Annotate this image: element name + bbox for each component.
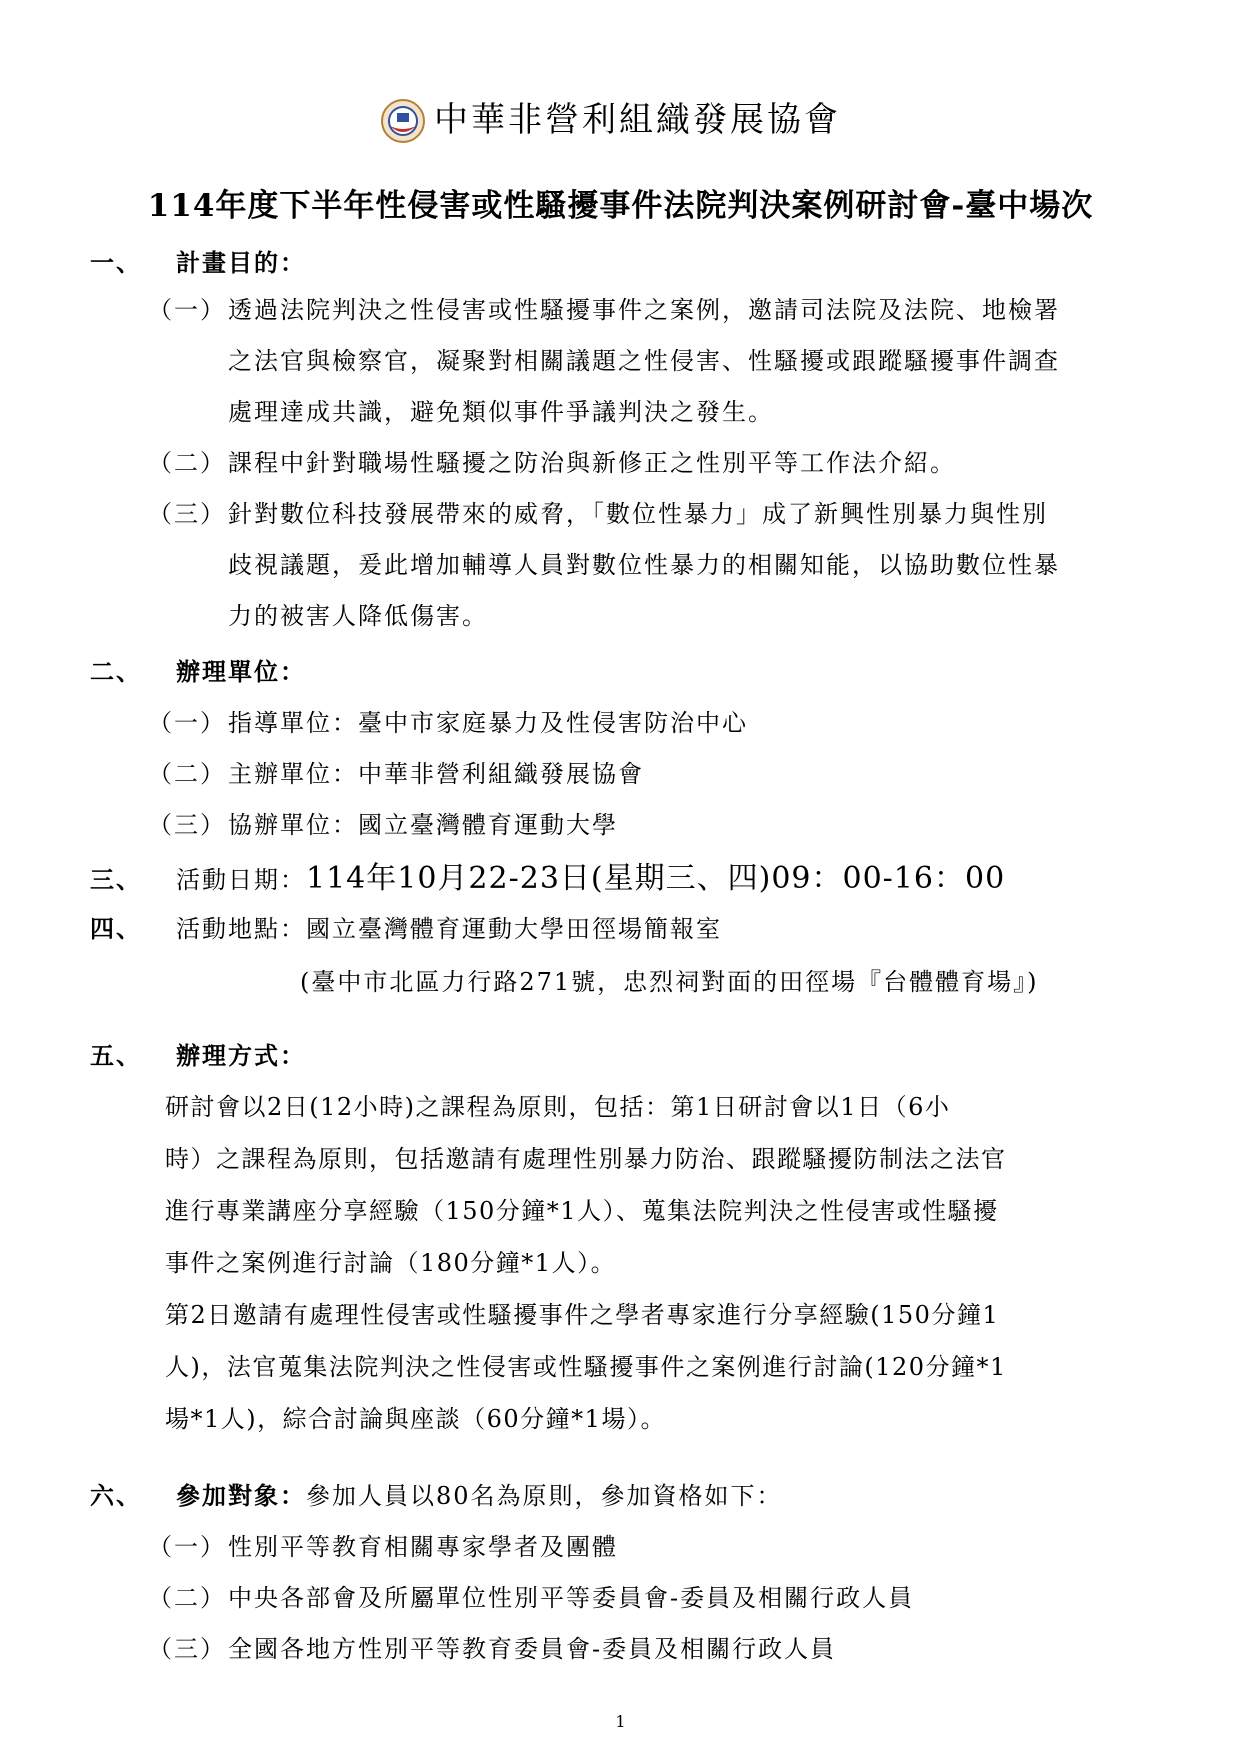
- purpose-item-label: （一）: [148, 296, 226, 324]
- participant-item-label: （三）: [148, 1635, 226, 1663]
- section-number: 一、: [90, 248, 142, 277]
- purpose-item-line: 之法官與檢察官，凝聚對相關議題之性侵害、性騷擾或跟蹤騷擾事件調查: [228, 347, 1060, 375]
- unit-item-label: （二）: [148, 760, 226, 788]
- section-number: 六、: [90, 1481, 142, 1510]
- method-line: 人)，法官蒐集法院判決之性侵害或性騷擾事件之案例進行討論(120分鐘*1: [165, 1353, 1007, 1381]
- page-number: 1: [615, 1712, 626, 1731]
- purpose-item-label: （二）: [148, 449, 226, 477]
- participant-item-text: 全國各地方性別平等教育委員會-委員及相關行政人員: [228, 1635, 837, 1663]
- method-line: 第2日邀請有處理性侵害或性騷擾事件之學者專家進行分享經驗(150分鐘1: [165, 1301, 1000, 1329]
- purpose-item-line: 課程中針對職場性騷擾之防治與新修正之性別平等工作法介紹。: [228, 449, 956, 477]
- section-2-heading: [90, 652, 306, 687]
- section-4-venue: [90, 909, 722, 944]
- section-number: 二、: [90, 657, 142, 686]
- method-line: 研討會以2日(12小時)之課程為原則，包括：第1日研討會以1日（6小: [165, 1093, 951, 1121]
- section-1-heading: [90, 243, 306, 278]
- venue-address: (臺中市北區力行路271號，忠烈祠對面的田徑場『台體體育場』): [300, 968, 1039, 996]
- method-line: 進行專業講座分享經驗（150分鐘*1人）、蒐集法院判決之性侵害或性騷擾: [165, 1197, 999, 1225]
- participant-item-text: 中央各部會及所屬單位性別平等委員會-委員及相關行政人員: [228, 1584, 915, 1612]
- organization-seal-logo: [380, 98, 426, 144]
- purpose-item-line: 針對數位科技發展帶來的威脅，「數位性暴力」成了新興性別暴力與性別: [228, 500, 1048, 528]
- purpose-item-line: 處理達成共識，避免類似事件爭議判決之發生。: [228, 398, 774, 426]
- venue-value: 國立臺灣體育運動大學田徑場簡報室: [306, 915, 722, 943]
- purpose-item-label: （三）: [148, 500, 226, 528]
- purpose-item-line: 歧視議題，爰此增加輔導人員對數位性暴力的相關知能，以協助數位性暴: [228, 551, 1060, 579]
- participant-item-label: （二）: [148, 1584, 226, 1612]
- section-5-heading: [90, 1036, 306, 1071]
- unit-item-text: 指導單位：臺中市家庭暴力及性侵害防治中心: [228, 709, 748, 737]
- unit-item-label: （一）: [148, 709, 226, 737]
- section-title: 參加對象：: [176, 1481, 306, 1510]
- participant-item-label: （一）: [148, 1533, 226, 1561]
- method-line: 事件之案例進行討論（180分鐘*1人）。: [165, 1249, 617, 1277]
- method-line: 時）之課程為原則，包括邀請有處理性別暴力防治、跟蹤騷擾防制法之法官: [165, 1145, 1007, 1173]
- date-label: 活動日期：: [176, 866, 306, 894]
- organization-name: 中華非營利組織發展協會: [434, 100, 841, 140]
- section-title: 辦理單位：: [176, 657, 306, 686]
- section-number: 五、: [90, 1041, 142, 1070]
- unit-item-label: （三）: [148, 811, 226, 839]
- method-line: 場*1人)，綜合討論與座談（60分鐘*1場）。: [165, 1405, 666, 1433]
- section-3-date: [90, 853, 1005, 897]
- section-title: 計畫目的：: [176, 248, 306, 277]
- date-value: 114年10月22-23日(星期三、四)09：00-16：00: [306, 861, 1006, 896]
- section-6-heading: [90, 1476, 783, 1511]
- participants-intro: 參加人員以80名為原則，參加資格如下：: [306, 1482, 783, 1510]
- purpose-item-line: 透過法院判決之性侵害或性騷擾事件之案例，邀請司法院及法院、地檢署: [228, 296, 1060, 324]
- section-title: 辦理方式：: [176, 1041, 306, 1070]
- unit-item-text: 主辦單位：中華非營利組織發展協會: [228, 760, 644, 788]
- unit-item-text: 協辦單位：國立臺灣體育運動大學: [228, 811, 618, 839]
- purpose-item-line: 力的被害人降低傷害。: [228, 602, 488, 630]
- section-number: 三、: [90, 865, 142, 894]
- participant-item-text: 性別平等教育相關專家學者及團體: [228, 1533, 618, 1561]
- venue-label: 活動地點：: [176, 915, 306, 943]
- section-number: 四、: [90, 914, 142, 943]
- document-title: 114年度下半年性侵害或性騷擾事件法院判決案例研討會-臺中場次: [147, 188, 1094, 224]
